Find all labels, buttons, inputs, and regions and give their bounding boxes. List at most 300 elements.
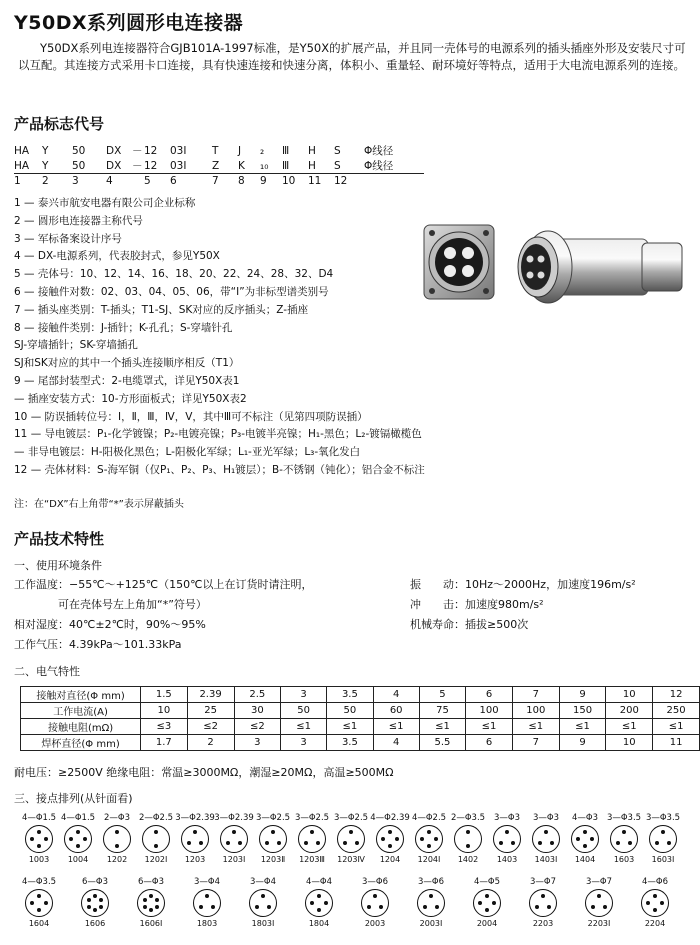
- elec-cell: 2.39: [187, 687, 234, 703]
- pin-contact: [379, 905, 383, 909]
- code-cell: K: [238, 159, 245, 172]
- code-cell: Y: [42, 159, 49, 172]
- pin-label: 3—Φ2.5: [255, 813, 291, 823]
- pin-diagram: [578, 876, 620, 938]
- elec-row: [21, 703, 700, 719]
- pin-code: 1204Ⅰ: [417, 855, 441, 864]
- voltage-text: 耐电压：≥2500V 绝缘电阻：常温≥3000MΩ，潮湿≥20MΩ，高温≥500MΩ: [14, 766, 394, 779]
- pin-code: 1004: [67, 855, 89, 864]
- pin-contact: [505, 830, 509, 834]
- elec-cell: ≤2: [187, 719, 234, 735]
- definition-item: 8 — 接触件类别：J-插针；K-孔孔；S-穿墙针孔: [14, 321, 233, 334]
- elec-cell: 3.5: [327, 687, 373, 703]
- pin-contact: [93, 908, 97, 912]
- pin-contact: [76, 844, 80, 848]
- pin-face-icon: [259, 825, 287, 853]
- elec-cell: 200: [606, 703, 653, 719]
- pin-contact: [154, 830, 158, 834]
- pin-contact: [265, 841, 269, 845]
- pin-code: 1402: [457, 855, 479, 864]
- pin-contact: [590, 837, 594, 841]
- pin-label: 4—Φ4: [305, 877, 332, 887]
- code-row: [14, 174, 424, 188]
- pin-code: 1603Ⅰ: [651, 855, 675, 864]
- pin-code: 1203Ⅲ: [299, 855, 325, 864]
- pin-code: 1202Ⅰ: [144, 855, 168, 864]
- pin-face-icon: [64, 825, 92, 853]
- elec-cell: 4: [373, 687, 419, 703]
- pin-face-icon: [298, 825, 326, 853]
- section-heading-code: 产品标志代号: [14, 115, 105, 133]
- definition-item: 6 — 接触件对数：02、03、04、05、06，带“Ⅰ”为非标型谱类别号: [14, 285, 329, 298]
- pin-face-icon: [571, 825, 599, 853]
- pin-face-icon: [137, 889, 165, 917]
- pin-contact: [310, 901, 314, 905]
- elec-cell: 7: [512, 735, 559, 751]
- elec-cell: 4: [373, 735, 419, 751]
- pin-diagram: [242, 876, 284, 938]
- pin-code: 1606: [84, 919, 106, 928]
- elec-row-label: 接触对直径(Φ mm): [21, 687, 141, 703]
- pin-diagram: [603, 812, 645, 874]
- pin-face-icon: [81, 889, 109, 917]
- env-life: 机械寿命：插拔≥500次: [410, 618, 529, 631]
- elec-cell: 6: [466, 735, 513, 751]
- pin-code: 2003: [364, 919, 386, 928]
- pin-contact: [30, 901, 34, 905]
- pin-contact: [576, 837, 580, 841]
- code-cell: DX: [106, 144, 122, 157]
- pin-code: 1203: [184, 855, 206, 864]
- elec-cell: 5.5: [419, 735, 465, 751]
- pin-contact: [583, 830, 587, 834]
- pin-label: 3—Φ2.5: [333, 813, 369, 823]
- code-cell: 50: [72, 159, 86, 172]
- elec-cell: 10: [606, 735, 653, 751]
- elec-cell: ≤1: [419, 719, 465, 735]
- code-cell: 8: [238, 174, 260, 188]
- env-vibration: 振 动：10Hz～2000Hz，加速度196m/s²: [410, 578, 636, 591]
- pin-label: 3—Φ4: [193, 877, 220, 887]
- pin-heading: 三、接点排列(从针面看): [14, 792, 133, 805]
- pin-code: 1803: [196, 919, 218, 928]
- code-cell: 03Ⅰ: [170, 159, 187, 172]
- elec-cell: 1.5: [141, 687, 187, 703]
- pin-face-icon: [641, 889, 669, 917]
- code-cell: J: [238, 144, 242, 157]
- pin-contact: [388, 844, 392, 848]
- pin-contact: [199, 905, 203, 909]
- pin-contact: [115, 830, 119, 834]
- pin-contact: [149, 908, 153, 912]
- pin-diagram: [330, 812, 372, 874]
- code-cell: 12: [144, 159, 158, 172]
- pin-contact: [373, 894, 377, 898]
- pin-face-icon: [493, 825, 521, 853]
- elec-row: [21, 719, 700, 735]
- elec-cell: 9: [559, 735, 606, 751]
- pin-diagram: [354, 876, 396, 938]
- pin-code: 2204: [644, 919, 666, 928]
- env-temp-note: 可在壳体号左上角加“*”符号）: [14, 598, 207, 611]
- code-cell: DX: [106, 159, 122, 172]
- code-cell: Φ线径: [364, 160, 394, 172]
- code-cell: Ⅲ: [282, 159, 290, 172]
- definition-item: 4 — DX-电源系列，代表胶封式，参见Y50X: [14, 250, 220, 263]
- elec-cell: 3: [234, 735, 280, 751]
- note-text: 注：在“DX”右上角带“*”表示屏蔽插头: [14, 499, 184, 510]
- pin-label: 4—Φ1.5: [21, 813, 57, 823]
- pin-contact: [395, 837, 399, 841]
- pin-face-icon: [142, 825, 170, 853]
- pin-face-icon: [181, 825, 209, 853]
- code-cell: H: [308, 144, 316, 157]
- pin-contact: [115, 844, 119, 848]
- pin-face-icon: [25, 889, 53, 917]
- pin-diagram: [213, 812, 255, 874]
- pin-contact: [434, 837, 438, 841]
- pin-diagram: [522, 876, 564, 938]
- electrical-table: [20, 686, 700, 751]
- pin-contact: [316, 841, 320, 845]
- code-cell: 10: [282, 174, 308, 188]
- elec-cell: 2.5: [234, 687, 280, 703]
- pin-diagram: [18, 876, 60, 938]
- pin-label: 6—Φ3: [137, 877, 164, 887]
- pin-contact: [69, 837, 73, 841]
- env-right: [410, 575, 695, 635]
- pin-code: 1403: [496, 855, 518, 864]
- definition-item: 12 — 壳体材料：S-海军铜（仅P₁、P₂、P₃、H₁镀层）；B-不锈钢（钝化）；铝合金不标注: [14, 463, 425, 476]
- pin-contact: [511, 841, 515, 845]
- elec-cell: 12: [653, 687, 700, 703]
- code-cell: －: [132, 145, 143, 157]
- elec-cell: 3.5: [327, 735, 373, 751]
- pin-code: 1604: [28, 919, 50, 928]
- pin-label: 3—Φ7: [529, 877, 556, 887]
- elec-cell: ≤2: [234, 719, 280, 735]
- elec-cell: ≤1: [327, 719, 373, 735]
- pin-contact: [155, 898, 159, 902]
- pin-contact: [597, 894, 601, 898]
- env-shock: 冲 击：加速度980m/s²: [410, 598, 544, 611]
- pin-face-icon: [337, 825, 365, 853]
- pin-contact: [271, 830, 275, 834]
- elec-cell: 1.7: [141, 735, 187, 751]
- pin-face-icon: [305, 889, 333, 917]
- code-cell: 11: [308, 174, 334, 188]
- elec-cell: 3: [281, 687, 327, 703]
- pin-diagram: [447, 812, 489, 874]
- pin-contact: [538, 841, 542, 845]
- elec-cell: 11: [653, 735, 700, 751]
- pin-diagram: [408, 812, 450, 874]
- definition-item: SJ-穿墙插针；SK-穿墙插孔: [14, 339, 138, 352]
- pin-contact: [149, 894, 153, 898]
- code-cell: ₁₀: [260, 159, 269, 172]
- pin-face-icon: [25, 825, 53, 853]
- pin-code: 2203Ⅰ: [587, 919, 611, 928]
- pin-contact: [535, 905, 539, 909]
- pin-contact: [388, 830, 392, 834]
- pin-label: 3—Φ2.5: [294, 813, 330, 823]
- pin-contact: [99, 898, 103, 902]
- pin-contact: [44, 901, 48, 905]
- pin-label: 3—Φ3: [493, 813, 520, 823]
- elec-cell: 3: [281, 735, 327, 751]
- pin-label: 4—Φ1.5: [60, 813, 96, 823]
- pin-label: 4—Φ2.39: [370, 813, 410, 823]
- pin-label: 3—Φ6: [417, 877, 444, 887]
- code-cell: [364, 174, 424, 188]
- pin-contact: [653, 894, 657, 898]
- pin-face-icon: [473, 889, 501, 917]
- pin-contact: [226, 841, 230, 845]
- pin-code: 1204: [379, 855, 401, 864]
- elec-cell: 60: [373, 703, 419, 719]
- pin-label: 3—Φ3.5: [606, 813, 642, 823]
- pin-diagram: [291, 812, 333, 874]
- pin-contact: [277, 841, 281, 845]
- pin-contact: [93, 894, 97, 898]
- elec-cell: 150: [559, 703, 606, 719]
- pin-diagram: [186, 876, 228, 938]
- elec-cell: ≤1: [653, 719, 700, 735]
- elec-cell: 100: [466, 703, 513, 719]
- pin-diagram: [96, 812, 138, 874]
- pin-label: 3—Φ4: [249, 877, 276, 887]
- pin-label: 4—Φ3.5: [21, 877, 57, 887]
- code-cell: 7: [212, 174, 238, 188]
- pin-contact: [211, 905, 215, 909]
- pin-label: 3—Φ2.39: [175, 813, 215, 823]
- pin-contact: [37, 830, 41, 834]
- pin-diagram: [252, 812, 294, 874]
- elec-row: [21, 687, 700, 703]
- pin-code: 2203: [532, 919, 554, 928]
- pin-code: 2003Ⅰ: [419, 919, 443, 928]
- elec-cell: 75: [419, 703, 465, 719]
- elec-cell: 2: [187, 735, 234, 751]
- pin-diagram: [486, 812, 528, 874]
- code-cell: 50: [72, 144, 86, 157]
- pin-contact: [435, 905, 439, 909]
- pin-contact: [87, 898, 91, 902]
- definition-item: 1 — 泰兴市航安电器有限公司企业标称: [14, 197, 196, 209]
- pin-label: 3—Φ3.5: [645, 813, 681, 823]
- pin-face-icon: [220, 825, 248, 853]
- code-cell: Φ线径: [364, 145, 394, 157]
- elec-cell: 30: [234, 703, 280, 719]
- pin-contact: [653, 908, 657, 912]
- pin-label: 3—Φ7: [585, 877, 612, 887]
- pin-code: 1803Ⅰ: [251, 919, 275, 928]
- page-title: Y50DX系列圆形电连接器: [14, 12, 244, 34]
- code-cell: 03Ⅰ: [170, 144, 187, 157]
- pin-code: 1403Ⅰ: [534, 855, 558, 864]
- pin-contact: [199, 841, 203, 845]
- pin-contact: [76, 830, 80, 834]
- pin-diagram: [410, 876, 452, 938]
- definition-item: — 非导电镀层：H-阳极化黑色；L-阳极化军绿；L₁-亚光军绿；L₃-氧化发白: [14, 446, 361, 459]
- pin-contact: [37, 908, 41, 912]
- pin-contact: [44, 837, 48, 841]
- pin-contact: [667, 841, 671, 845]
- pin-face-icon: [361, 889, 389, 917]
- intro-paragraph: Y50DX系列电连接器符合GJB101A-1997标准，是Y50X的扩展产品，并且同一壳体号的电源系列的插头插座外形及安装尺寸可以互配。其连接方式采用卡口连接，具有快速连接和快速分离，体积小、重量轻、耐环境好等特点，适用于大电流电源系列的连接。: [18, 41, 686, 72]
- pin-contact: [324, 901, 328, 905]
- pin-label: 3—Φ2.39: [214, 813, 254, 823]
- pin-diagram: [466, 876, 508, 938]
- pin-diagram: [57, 812, 99, 874]
- pin-contact: [155, 905, 159, 909]
- pin-contact: [187, 841, 191, 845]
- code-cell: [132, 174, 144, 188]
- pin-contact: [420, 837, 424, 841]
- pin-code: 1404: [574, 855, 596, 864]
- pin-contact: [603, 905, 607, 909]
- definition-item: 3 — 军标备案设计序号: [14, 232, 122, 245]
- pin-contact: [310, 830, 314, 834]
- pin-contact: [466, 844, 470, 848]
- env-left: [14, 575, 404, 655]
- pin-code: 1603: [613, 855, 635, 864]
- pin-label: 6—Φ3: [81, 877, 108, 887]
- pin-contact: [30, 837, 34, 841]
- env-heading: 一、使用环境条件: [14, 559, 102, 572]
- pin-contact: [544, 830, 548, 834]
- pin-label: 2—Φ3.5: [450, 813, 486, 823]
- pin-label: 3—Φ6: [361, 877, 388, 887]
- pin-contact: [261, 894, 265, 898]
- elec-cell: ≤1: [373, 719, 419, 735]
- elec-heading: 二、电气特性: [14, 665, 80, 678]
- elec-cell: 100: [512, 703, 559, 719]
- code-cell: 9: [260, 174, 282, 188]
- pin-contact: [583, 844, 587, 848]
- code-cell: S: [334, 144, 341, 157]
- elec-cell: 50: [327, 703, 373, 719]
- pin-face-icon: [529, 889, 557, 917]
- pin-contact: [499, 841, 503, 845]
- code-cell: 12: [334, 174, 364, 188]
- code-cell: T: [212, 144, 219, 157]
- definition-item: SJ和SK对应的其中一个插头连接顺序相反（T1）: [14, 357, 240, 370]
- pin-contact: [427, 844, 431, 848]
- pin-code: 1202: [106, 855, 128, 864]
- elec-cell: ≤1: [606, 719, 653, 735]
- code-cell: HA: [14, 159, 30, 172]
- pin-contact: [492, 901, 496, 905]
- pin-face-icon: [193, 889, 221, 917]
- pin-diagram: [642, 812, 684, 874]
- pin-code: 1003: [28, 855, 50, 864]
- pin-diagram: [174, 812, 216, 874]
- pin-contact: [304, 841, 308, 845]
- definition-item: 9 — 尾部封装型式：2-电缆罩式，详见Y50X表1: [14, 374, 240, 387]
- code-cell: ₂: [260, 144, 265, 157]
- pin-diagram: [135, 812, 177, 874]
- pin-contact: [205, 894, 209, 898]
- section-heading-specs: 产品技术特性: [14, 530, 105, 548]
- code-table: [14, 143, 424, 187]
- definition-item: 2 — 圆形电连接器主称代号: [14, 214, 143, 227]
- code-cell: 1: [14, 174, 42, 188]
- code-cell: 12: [144, 144, 158, 157]
- pin-contact: [232, 830, 236, 834]
- pin-contact: [616, 841, 620, 845]
- env-temp: 工作温度：−55℃～+125℃（150℃以上在订货时请注明，: [14, 578, 313, 591]
- pin-contact: [37, 894, 41, 898]
- elec-cell: ≤1: [559, 719, 606, 735]
- pin-contact: [660, 901, 664, 905]
- pin-contact: [143, 905, 147, 909]
- pin-contact: [87, 905, 91, 909]
- pin-contact: [367, 905, 371, 909]
- pin-face-icon: [532, 825, 560, 853]
- code-cell: 2: [42, 174, 72, 188]
- pin-face-icon: [249, 889, 277, 917]
- pin-diagram: [369, 812, 411, 874]
- pin-contact: [83, 837, 87, 841]
- code-cell: Z: [212, 159, 220, 172]
- elec-row-label: 接触电阻(mΩ): [21, 719, 141, 735]
- pin-diagram: [130, 876, 172, 938]
- code-cell: 4: [106, 174, 132, 188]
- code-cell: 6: [170, 174, 212, 188]
- code-cell: H: [308, 159, 316, 172]
- pin-code: 1203Ⅰ: [222, 855, 246, 864]
- pin-contact: [355, 841, 359, 845]
- pin-code: 2004: [476, 919, 498, 928]
- pin-contact: [154, 844, 158, 848]
- pin-contact: [661, 830, 665, 834]
- pin-contact: [381, 837, 385, 841]
- code-row: [14, 158, 424, 174]
- elec-cell: 25: [187, 703, 234, 719]
- connector-photo: [420, 213, 688, 318]
- code-cell: －: [132, 160, 143, 172]
- pin-face-icon: [417, 889, 445, 917]
- pin-contact: [267, 905, 271, 909]
- pin-diagram: [74, 876, 116, 938]
- code-cell: HA: [14, 144, 30, 157]
- pin-contact: [99, 905, 103, 909]
- pin-contact: [427, 830, 431, 834]
- pin-face-icon: [610, 825, 638, 853]
- pin-contact: [550, 841, 554, 845]
- pin-face-icon: [585, 889, 613, 917]
- code-cell: Ⅲ: [282, 144, 290, 157]
- pin-contact: [317, 908, 321, 912]
- pin-contact: [423, 905, 427, 909]
- pin-contact: [628, 841, 632, 845]
- pin-contact: [37, 844, 41, 848]
- pin-face-icon: [649, 825, 677, 853]
- pin-diagram: [564, 812, 606, 874]
- pin-face-icon: [415, 825, 443, 853]
- elec-cell: 10: [606, 687, 653, 703]
- code-cell: 5: [144, 174, 170, 188]
- pin-face-icon: [376, 825, 404, 853]
- elec-cell: 5: [419, 687, 465, 703]
- pin-face-icon: [103, 825, 131, 853]
- pin-contact: [485, 894, 489, 898]
- pin-contact: [349, 830, 353, 834]
- elec-row-label: 焊杯直径(Φ mm): [21, 735, 141, 751]
- pin-face-icon: [454, 825, 482, 853]
- definition-item: 7 — 插头座类别：T-插头；T1-SJ、SK对应的反序插头；Z-插座: [14, 303, 309, 316]
